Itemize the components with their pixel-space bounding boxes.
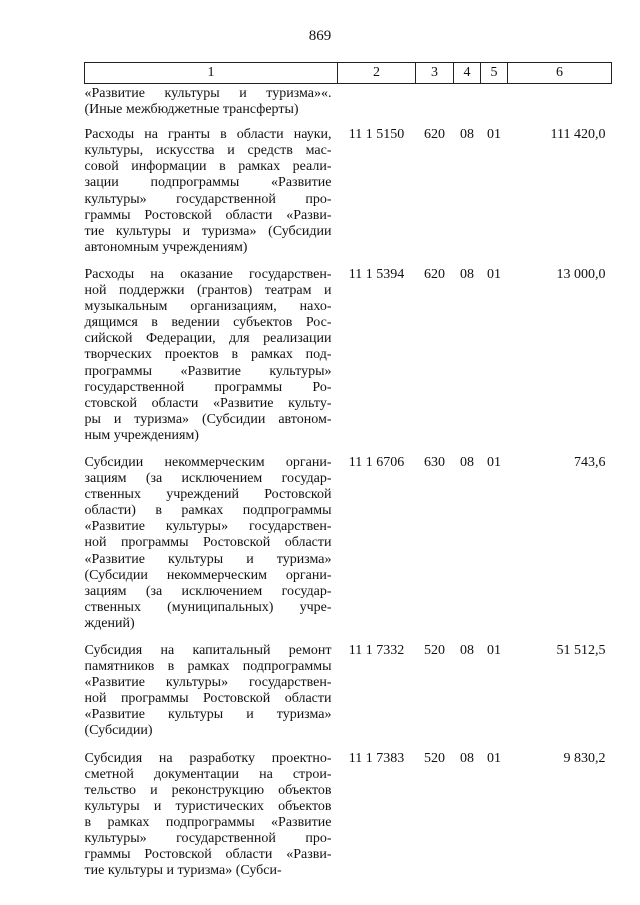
table-row — [85, 122, 612, 262]
description-line: Субсидия на разработку проектно- — [84, 750, 332, 766]
description-line: культуры и туристических объектов — [84, 798, 332, 814]
description-line: зациям (за исключением государ- — [84, 583, 332, 599]
description-line: зации подпрограммы «Развитие — [84, 175, 332, 191]
amount: 111 420,0 — [550, 127, 606, 143]
subsection-code — [481, 84, 508, 123]
section-code: 08 — [460, 454, 474, 470]
header-col-4: 4 — [454, 63, 481, 84]
description-line: зациям (за исключением государ- — [84, 471, 332, 487]
header-col-1: 1 — [85, 63, 338, 84]
expense-type: 520 — [424, 750, 445, 766]
target-article-code: 11 1 7383 — [348, 750, 405, 766]
amount: 51 512,5 — [556, 643, 606, 658]
description-line: ры и туризма» (Субсидии автоном- — [84, 411, 332, 427]
description-line: культуры» государственной про- — [84, 831, 332, 847]
section-code — [454, 84, 481, 123]
subsection-code: 01 — [487, 750, 501, 766]
subsection-code: 01 — [487, 266, 501, 282]
description-line: сметной документации на строи- — [84, 766, 332, 782]
header-col-3: 3 — [416, 63, 454, 84]
table-row — [85, 746, 612, 886]
description-line: дящимся в ведении субъектов Рос- — [84, 315, 332, 331]
description-line: ждений) — [84, 615, 135, 631]
expense-type: 630 — [424, 454, 445, 470]
header-col-2: 2 — [338, 63, 416, 84]
table-row — [85, 84, 612, 123]
page-number: 869 — [308, 28, 332, 44]
description-line: культуры» государственной про- — [84, 191, 332, 207]
amount: 9 830,2 — [563, 750, 606, 766]
description-line: стовской области «Развитие культу- — [84, 395, 332, 411]
amount: 743,6 — [574, 454, 606, 470]
description-line: Субсидия на капитальный ремонт — [84, 643, 332, 658]
description-line: памятников в рамках подпрограммы — [84, 659, 332, 675]
table-body — [85, 84, 612, 886]
expense-description — [85, 746, 338, 886]
description-line: ной программы Ростовской области — [84, 691, 332, 707]
target-article-code — [338, 84, 416, 123]
amount — [508, 84, 612, 123]
description-line: области) в рамках подпрограммы — [84, 503, 332, 519]
expense-description — [85, 262, 338, 450]
description-line: ственных (муниципальных) учре- — [84, 599, 332, 615]
header-col-6: 6 — [508, 63, 612, 84]
description-line: совой информации в рамках реали- — [84, 159, 332, 175]
description-line: ной поддержки (грантов) театрам и — [84, 283, 332, 299]
expense-description — [85, 450, 338, 638]
table-row — [85, 262, 612, 450]
description-line: Расходы на оказание государствен- — [84, 266, 332, 282]
description-line: (Иные межбюджетные трансферты) — [84, 102, 299, 118]
table-row — [85, 450, 612, 638]
subsection-code: 01 — [487, 643, 501, 658]
description-line: «Развитие культуры» государствен- — [84, 675, 332, 691]
target-article-code: 11 1 6706 — [348, 454, 405, 470]
description-line: граммы Ростовской области «Разви- — [84, 847, 332, 863]
description-line: тие культуры и туризма» (Субси- — [84, 863, 282, 879]
description-line: культуры, искусства и средств мас- — [84, 143, 332, 159]
expense-description — [85, 122, 338, 262]
table-row — [85, 638, 612, 746]
expense-description — [85, 638, 338, 746]
expense-type — [416, 84, 454, 123]
description-line: «Развитие культуры» государствен- — [84, 519, 332, 535]
description-line: ным учреждениям) — [84, 427, 199, 443]
section-code: 08 — [460, 266, 474, 282]
target-article-code: 11 1 5394 — [348, 266, 405, 282]
amount: 13 000,0 — [556, 266, 606, 282]
section-code: 08 — [460, 750, 474, 766]
description-line: музыкальным организациям, нахо- — [84, 299, 332, 315]
description-line: государственной программы Ро- — [84, 379, 332, 395]
subsection-code: 01 — [487, 454, 501, 470]
description-line: «Развитие культуры и туризма» — [84, 551, 332, 567]
expense-type: 620 — [424, 127, 445, 143]
target-article-code: 11 1 5150 — [348, 127, 405, 143]
column-number-header — [85, 63, 612, 84]
description-line: (Субсидии некоммерческим органи- — [84, 567, 332, 583]
description-line: творческих проектов в рамках под- — [84, 347, 332, 363]
description-line: тие культуры и туризма» (Субсидии — [84, 223, 332, 239]
description-line: ной программы Ростовской области — [84, 535, 332, 551]
description-line: в рамках подпрограммы «Развитие — [84, 814, 332, 830]
description-line: Расходы на гранты в области науки, — [84, 127, 332, 143]
expense-type: 520 — [424, 643, 445, 658]
section-code: 08 — [460, 643, 474, 658]
budget-table — [84, 62, 612, 885]
description-line: тельство и реконструкцию объектов — [84, 782, 332, 798]
subsection-code: 01 — [487, 127, 501, 143]
expense-description — [85, 84, 338, 123]
description-line: «Развитие культуры и туризма» — [84, 707, 332, 723]
description-line: граммы Ростовской области «Разви- — [84, 207, 332, 223]
description-line: автономным учреждениям) — [84, 239, 248, 255]
section-code: 08 — [460, 127, 474, 143]
description-line: программы «Развитие культуры» — [84, 363, 332, 379]
description-line: Субсидии некоммерческим органи- — [84, 454, 332, 470]
description-line: сийской Федерации, для реализации — [84, 331, 332, 347]
target-article-code: 11 1 7332 — [348, 643, 405, 658]
description-line: (Субсидии) — [84, 723, 153, 739]
expense-type: 620 — [424, 266, 445, 282]
description-line: «Развитие культуры и туризма»«. — [84, 86, 332, 101]
header-col-5: 5 — [481, 63, 508, 84]
description-line: ственных учреждений Ростовской — [84, 487, 332, 503]
